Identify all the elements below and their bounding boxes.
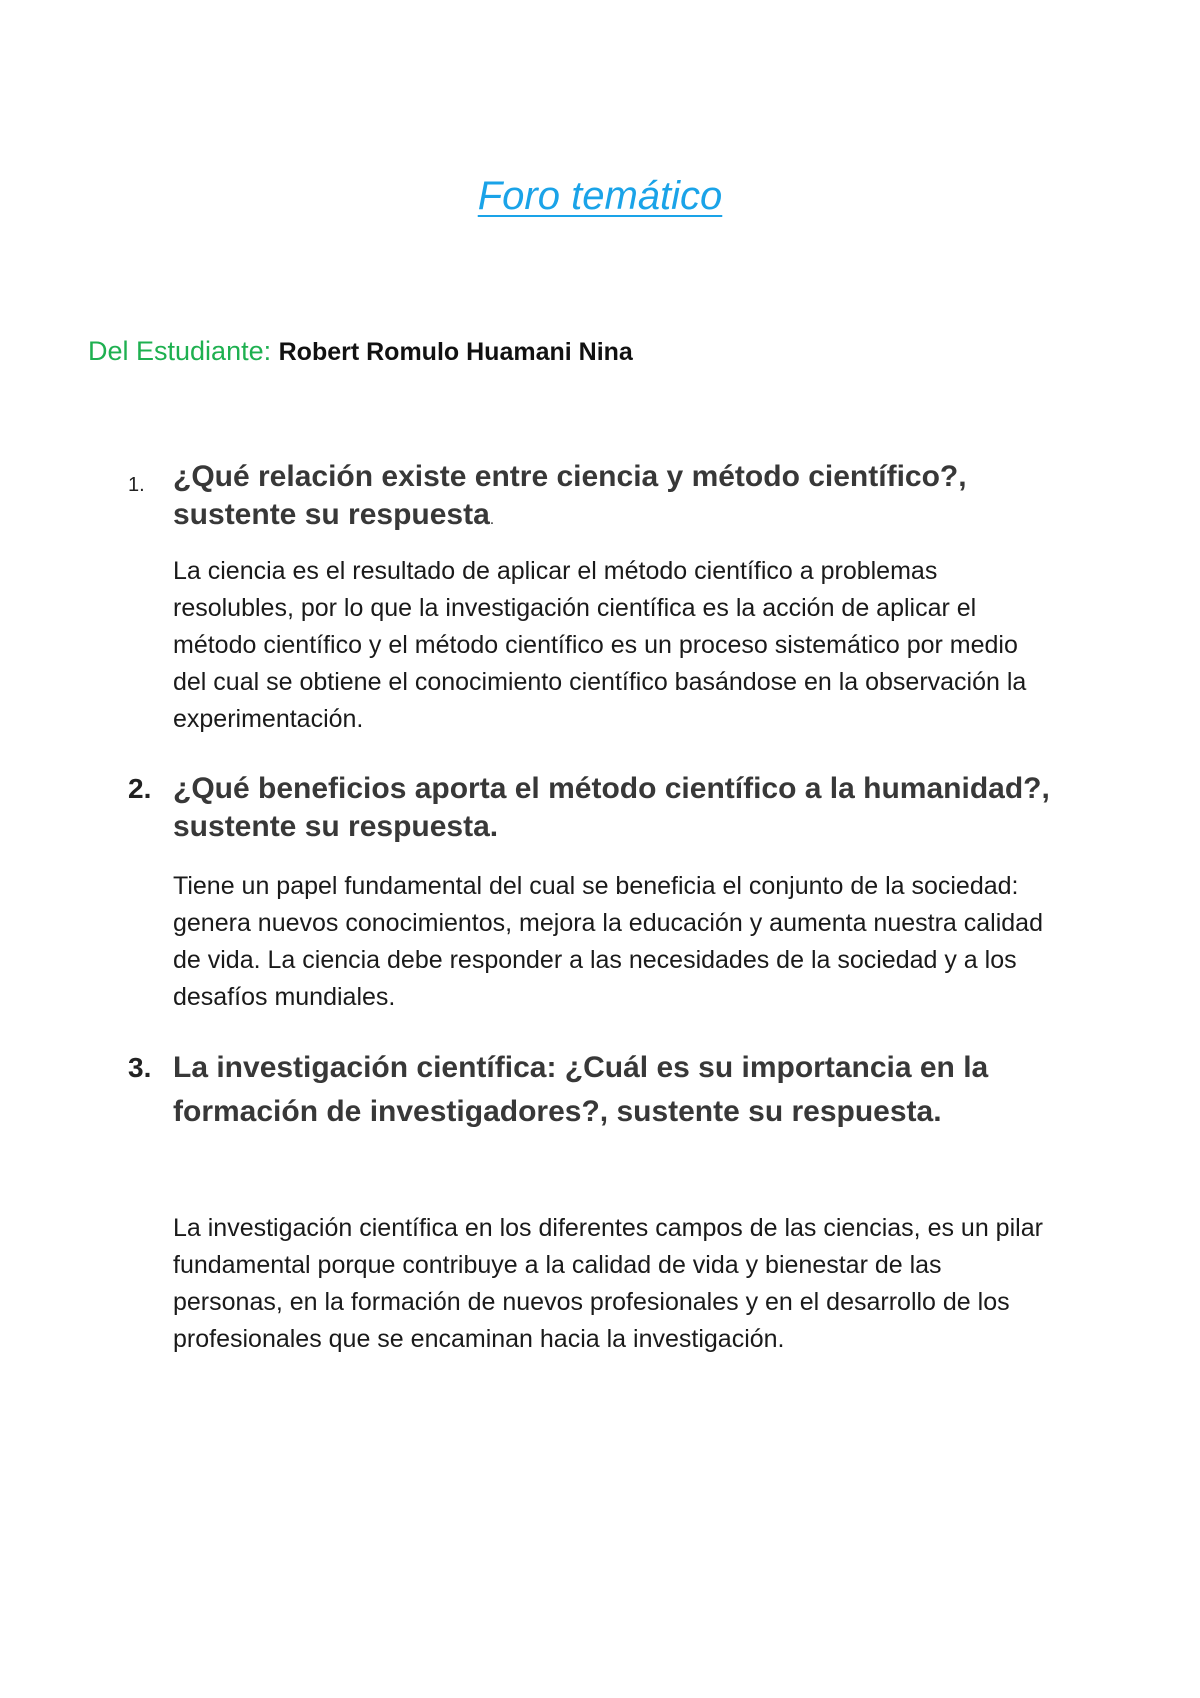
answer-text: La investigación científica en los diferentes campos de las ciencias, es un pilar fundamental porque contribuye a la calidad de vida y bienestar de las personas, en la formación de nuevos profesionales y en el desarrollo de los profesionales que se encaminan hacia la investigación. [173, 1214, 1043, 1353]
student-label: Del Estudiante: [88, 336, 272, 366]
question-text: La investigación científica: ¿Cuál es su importancia en la formación de investigadores?, sustente su respuesta. [173, 1051, 989, 1128]
student-line [88, 334, 633, 369]
answer-3 [173, 1210, 1053, 1358]
answer-1 [173, 553, 1053, 738]
question-text-tail: . [489, 511, 495, 528]
answer-text: Tiene un papel fundamental del cual se beneficia el conjunto de la sociedad: genera nuevos conocimientos, mejora la educación y aumenta nuestra calidad de vida. La ciencia debe responder a las necesidades de la sociedad y a los desafíos mundiales. [173, 872, 1043, 1011]
answer-2 [173, 868, 1053, 1016]
question-1 [128, 458, 1068, 539]
question-2 [128, 770, 1068, 846]
document-title: Foro temático [477, 174, 723, 218]
question-text-main: ¿Qué relación existe entre ciencia y método científico?, sustente su respuesta [173, 460, 967, 531]
question-text: ¿Qué beneficios aporta el método científico a la humanidad?, sustente su respuesta. [173, 772, 1050, 843]
answer-text: La ciencia es el resultado de aplicar el método científico a problemas resolubles, por lo que la investigación científica es la acción de aplicar el método científico y el método científico es un proceso sistemático por medio del cual se obtiene el conocimiento científico basándose en la observación la experimentación. [173, 557, 1027, 733]
question-3 [128, 1046, 1068, 1134]
question-number: 3. [128, 1052, 152, 1083]
question-text [173, 458, 1068, 539]
question-number: 1. [128, 474, 145, 496]
student-name: Robert Romulo Huamani Nina [278, 338, 633, 366]
question-number: 2. [128, 773, 152, 804]
